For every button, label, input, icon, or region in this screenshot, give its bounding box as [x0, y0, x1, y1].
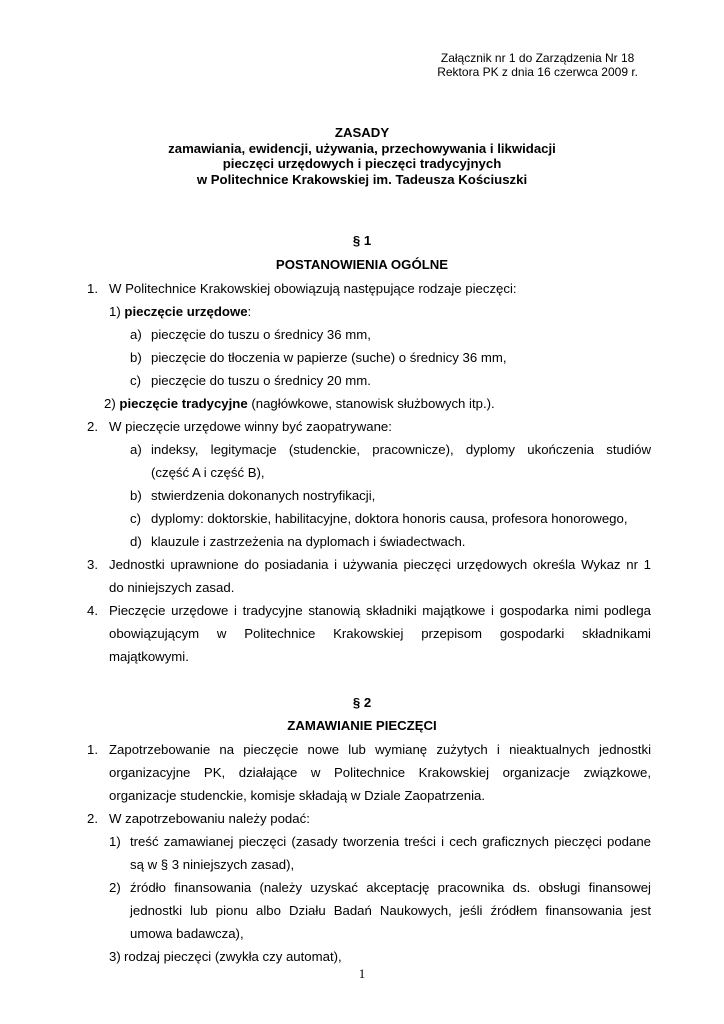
title-line-2: zamawiania, ewidencji, używania, przechowywania i likwidacji: [168, 140, 556, 156]
s1-p1-sub1-rest: :: [247, 304, 252, 319]
s1-p2-d-text: klauzule i zastrzeżenia na dyplomach i świadectwach.: [151, 534, 466, 549]
s1-p2-text: W pieczęcie urzędowe winny być zaopatrywane:: [109, 419, 392, 434]
s2-p1-text-2: organizacyjne PK, działające w Politechnice Krakowskiej organizacje związkowe,: [109, 765, 651, 780]
s1-p2-marker: 2.: [87, 419, 98, 434]
s1-p1-a-text: pieczęcie do tuszu o średnicy 36 mm,: [151, 327, 371, 342]
s2-p2-marker: 2.: [87, 811, 98, 826]
s1-p1-marker: 1.: [87, 281, 98, 296]
title-line-4: w Politechnice Krakowskiej im. Tadeusza Kościuszki: [196, 171, 528, 187]
s1-p2-a-marker: a): [130, 442, 142, 457]
s2-p2-i1-marker: 1): [109, 834, 121, 849]
s1-p1-sub1-bold: pieczęcie urzędowe: [124, 304, 248, 319]
s1-p1-text: W Politechnice Krakowskiej obowiązują następujące rodzaje pieczęci:: [109, 281, 517, 296]
s1-p2-b-marker: b): [130, 488, 142, 503]
s1-p1-sub1: [109, 304, 251, 320]
s2-p2-i2-text-3: umowa badawcza),: [130, 926, 244, 941]
title-line-1: ZASADY: [334, 125, 390, 140]
s1-p4-text-2: obowiązującym w Politechnice Krakowskiej przepisom gospodarki składnikami: [109, 626, 651, 641]
s2-p2-i2-text-1: źródło finansowania (należy uzyskać akceptację pracownika ds. obsługi finansowej: [130, 880, 651, 895]
section-1-number: § 1: [352, 233, 372, 248]
s1-p4-text-1: Pieczęcie urzędowe i tradycyjne stanowią składniki majątkowe i gospodarka nimi podlega: [109, 603, 651, 618]
attachment-note-line-1: Załącznik nr 1 do Zarządzenia Nr 18: [440, 51, 635, 65]
s1-p1-sub2: [104, 396, 495, 412]
s1-p1-sub2-bold: pieczęcie tradycyjne: [119, 396, 248, 411]
page-number: 1: [358, 966, 366, 981]
section-2-number: § 2: [352, 695, 372, 710]
s2-p1-text-1: Zapotrzebowanie na pieczęcie nowe lub wymianę zużytych i nieaktualnych jednostki: [109, 742, 651, 757]
attachment-note: [437, 51, 638, 79]
s1-p1-c-text: pieczęcie do tuszu o średnicy 20 mm.: [151, 373, 371, 388]
s1-p2-c-marker: c): [130, 511, 141, 526]
s1-p1-sub2-rest: (nagłówkowe, stanowisk służbowych itp.).: [247, 396, 495, 411]
s1-p1-sub2-marker: 2): [104, 396, 116, 411]
s2-p2-i1-text-1: treść zamawianej pieczęci (zasady tworzenia treści i cech graficznych pieczęci podane: [130, 834, 651, 849]
attachment-note-line-2: Rektora PK z dnia 16 czerwca 2009 r.: [437, 65, 638, 79]
s2-p2-i3-marker: 3): [109, 949, 121, 964]
s2-p2-text: W zapotrzebowaniu należy podać:: [109, 811, 310, 826]
s2-p2-i2-marker: 2): [109, 880, 121, 895]
s1-p2-b-text: stwierdzenia dokonanych nostryfikacji,: [151, 488, 376, 503]
s1-p4-text-3: majątkowymi.: [109, 649, 189, 664]
s1-p2-d-marker: d): [130, 534, 142, 549]
s1-p1-b-text: pieczęcie do tłoczenia w papierze (suche) o średnicy 36 mm,: [151, 350, 507, 365]
section-1-heading: POSTANOWIENIA OGÓLNE: [275, 257, 449, 272]
title-line-3: pieczęci urzędowych i pieczęci tradycyjnych: [222, 156, 502, 171]
s1-p2-c-text: dyplomy: doktorskie, habilitacyjne, doktora honoris causa, profesora honorowego,: [151, 511, 628, 526]
document-title: [0, 125, 724, 187]
s1-p2-a-text-2: (część A i część B),: [151, 465, 265, 480]
s1-p3-text-1: Jednostki uprawnione do posiadania i używania pieczęci urzędowych określa Wykaz nr 1: [109, 557, 651, 572]
s1-p3-text-2: do niniejszych zasad.: [109, 580, 235, 595]
s1-p1-sub1-marker: 1): [109, 304, 121, 319]
s1-p3-marker: 3.: [87, 557, 98, 572]
section-2-heading: ZAMAWIANIE PIECZĘCI: [287, 718, 437, 733]
s1-p1-a-marker: a): [130, 327, 142, 342]
s1-p1-c-marker: c): [130, 373, 141, 388]
s1-p1-b-marker: b): [130, 350, 142, 365]
s2-p1-marker: 1.: [87, 742, 98, 757]
s2-p2-i2-text-2: jednostki lub pionu albo Działu Badań Naukowych, jeśli źródłem finansowania jest: [130, 903, 651, 918]
s2-p2-i1-text-2: są w § 3 niniejszych zasad),: [130, 857, 295, 872]
s2-p1-text-3: organizacje studenckie, komisje składają w Dziale Zaopatrzenia.: [109, 788, 486, 803]
s1-p4-marker: 4.: [87, 603, 98, 618]
s1-p2-a-text-1: indeksy, legitymacje (studenckie, pracownicze), dyplomy ukończenia studiów: [151, 442, 651, 457]
s2-p2-i3-text: rodzaj pieczęci (zwykła czy automat),: [124, 949, 342, 964]
